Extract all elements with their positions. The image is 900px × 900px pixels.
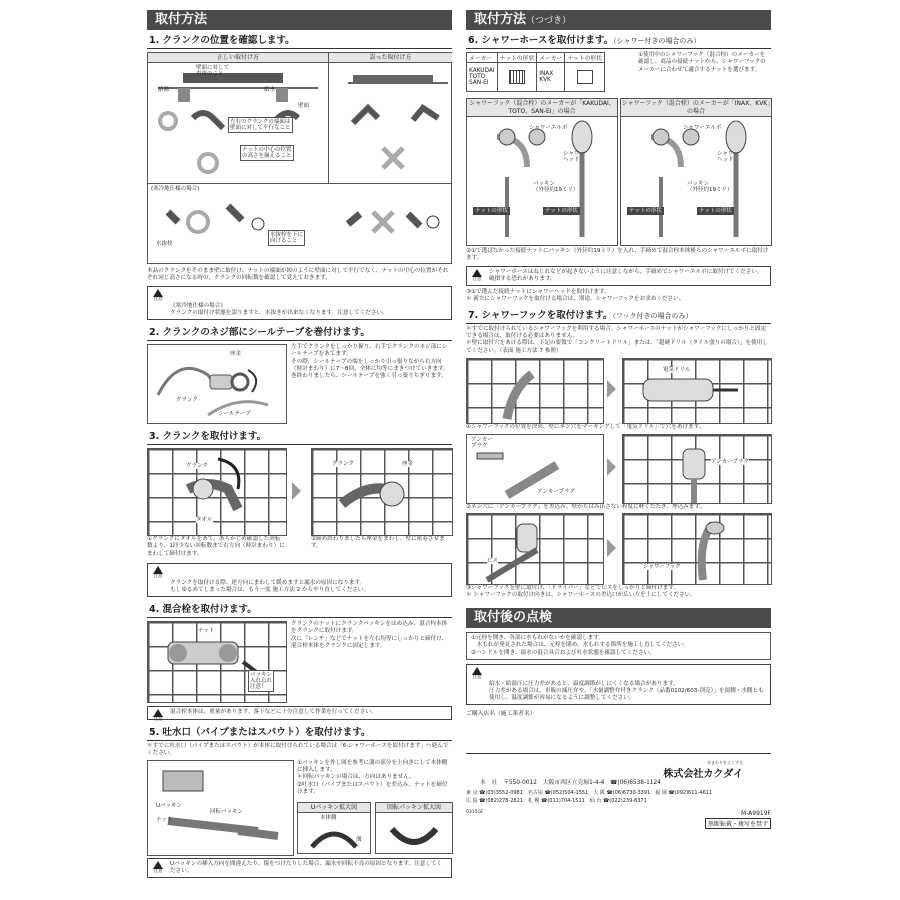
section-3-title: 3. クランクを取付けます。 bbox=[147, 430, 452, 445]
panel-a-title: シャワーフック（混合栓）のメーカーが「KAKUDAI、TOTO、SAN-EI」の場合 bbox=[467, 99, 617, 117]
section-7-note: ＊すでに取付けられているシャワーフックを利用する場合、シャワーホースのナットがシャワーフックにしっかりと固定できる場合は、取付ける必要はありません。 ＊壁に取付穴をあける際は、下記の要領で「コンクリートドリル」または、「超硬ドリル（タイル張りの場合）」を使用してください。（表面 施工方法 7 参照） bbox=[466, 325, 768, 354]
panel-b-title: シャワーフック（混合栓）のメーカーが「INAX、KVK」の場合 bbox=[621, 100, 771, 115]
after-check-caution bbox=[466, 664, 771, 705]
upacking-detail bbox=[297, 802, 371, 854]
caution-icon: 注意 bbox=[470, 667, 484, 680]
section-1-caution bbox=[147, 286, 452, 320]
label-packing: パッキン （外径約19ミリ） bbox=[533, 181, 579, 193]
label-packing-warning: パッキン 入れ忘れ 注意！ bbox=[250, 671, 273, 690]
maker-row bbox=[466, 52, 771, 94]
label-anchor-plug-2: アンカープラグ bbox=[537, 488, 576, 495]
section-3-caption-2: ②締め終わりましたら座金をまわし、壁に密着させます。 bbox=[311, 535, 445, 550]
section-2-body: 左手でクランクをしっかり握り、右手でクランクのネジ部にシールテープをあてます。 その際、シールテープの端をしっかり引っ張りながら右方向（時計まわり）に7〜8回、全体に均等にまきつけていきます。 巻終わりましたら、シールテープを強く引っ張りちぎります。 bbox=[291, 343, 449, 380]
label-zagane-2: 座金 bbox=[402, 460, 414, 467]
section-6-step-2: ②①で選ばなかった接続ナットにパッキン（外径約19ミリ）を入れ、手締めで混合栓本体後ろのシャワーエルボに取付けます。 bbox=[466, 248, 769, 262]
wrong-header: 誤った取付け方 bbox=[329, 53, 452, 63]
cold-region-title: (寒冷地仕様の場合) bbox=[151, 186, 200, 192]
section-5-steps: ①パッキンを外し図を参考に溝の部分を上向きにして本体側に挿入します。 ＊回転パッキンの場合は、方向はありません。 ②吐水口（パイプまたはスパウト）を差込み、ナットを締付けます。 bbox=[297, 759, 448, 796]
label-crank: クランク bbox=[186, 462, 208, 469]
section-4-title: 4. 混合栓を取付けます。 bbox=[147, 603, 452, 618]
caution-icon: 注意 bbox=[151, 861, 165, 874]
section-2-figure bbox=[147, 344, 287, 424]
label-nut-shape-1: ナットの形状 bbox=[475, 208, 508, 214]
section-3-caution-text: クランクを取付ける際、逆方向にまわして緩めますと漏水の原因になります。 もしゆるめてしまった場合は、もう一度 施工方法 2 からやり直してください。 bbox=[170, 579, 370, 593]
right-column bbox=[466, 10, 771, 832]
shower-panel-a bbox=[466, 98, 618, 246]
hook-figure-6 bbox=[622, 513, 772, 585]
section-6-title-sub: （シャワー付きの場合のみ） bbox=[613, 37, 701, 45]
callout-drain-down: 水抜栓を下に 向けること bbox=[270, 232, 304, 244]
section-6-caution bbox=[466, 266, 771, 286]
rotate-packing-detail bbox=[375, 802, 453, 854]
section-7-caption-2: ②ネジ穴に「アンカープラグ」を差込み、壁からはみ出さない程度に軽くたたき、埋込みます。 bbox=[466, 503, 706, 510]
section-3-row bbox=[147, 448, 452, 536]
label-seal-tape: シールテープ bbox=[218, 410, 251, 417]
section-3-caution bbox=[147, 563, 452, 597]
left-banner: 取付方法 bbox=[147, 10, 452, 30]
crank-position-diagram bbox=[148, 63, 452, 183]
label-packing-b: パッキン （外径約19ミリ） bbox=[687, 181, 733, 193]
shower-panels bbox=[466, 98, 771, 246]
label-kyusui: 給水 bbox=[264, 87, 276, 93]
nut-shape-header-2: ナットの形状 bbox=[565, 53, 605, 63]
section-6-caution-text: シャワーホースはねじれなどが起きないように注意しながら、手締めでシャワーエルボに取付けてください。破損する恐れがあります。 bbox=[489, 268, 763, 282]
label-rotate-packing: 回転パッキン bbox=[210, 808, 243, 815]
nut-shape-header-1: ナットの形状 bbox=[497, 53, 537, 63]
company-block bbox=[466, 760, 771, 832]
section-3-figure-1 bbox=[147, 448, 287, 536]
branch-list-1: 東 京 ☎(03)3552-0981 名古屋 ☎(052)504-1551 大 阪 ☎(06)6730-3391 福 岡 ☎(092)611-4611 bbox=[466, 790, 713, 797]
branch-list-2: 広 島 ☎(082)278-2821 札 幌 ☎(011)704-1511 仙 台 ☎(022)239-8371 bbox=[466, 798, 647, 805]
section-7-caption-1: ①シャワーフックの位置を決め、壁にネジ穴をマーキングして「電気ドリル」で穴をあけます。 bbox=[466, 424, 705, 431]
section-7-row-1 bbox=[466, 358, 771, 424]
caution-icon: 注意 bbox=[151, 709, 165, 722]
section-7-row-2 bbox=[466, 434, 771, 504]
small-code: 0315GF bbox=[466, 810, 484, 816]
label-shower-head-b: シャワー ヘッド bbox=[717, 151, 739, 163]
section-6-step-3: ③①で選んだ接続ナットにシャワーヘッドを取付けます。 ＊ 新たにシャワーフックを取付ける場合は、別途、シャワーフックをお求めください。 bbox=[466, 288, 685, 303]
section-1-caution-text: 《寒冷地仕様の場合》 クランクの取付け状態を誤りますと、水抜きが出来なくなります。注意してください。 bbox=[170, 302, 388, 316]
step-arrow-icon bbox=[607, 458, 616, 476]
section-3-captions bbox=[147, 536, 452, 560]
section-5-title: 5. 吐水口（パイプまたはスパウト）を取付けます。 bbox=[147, 726, 452, 741]
label-anchor-plug-3: アンカープラグ bbox=[711, 458, 750, 465]
upacking-detail-title: Uパッキン拡大図 bbox=[298, 803, 370, 813]
label-shower-elbow: シャワーエルボ bbox=[529, 125, 568, 131]
section-5-caution-text: Uパッキンの挿入方向を間違えたり、傷をつけたりした場合、漏水や回転不良の原因となります。注意してください。 bbox=[170, 860, 443, 874]
section-7-caption-3: ③シャワーフックを壁に取付け、「ドライバー」などでビスをしっかりと締付けます。 ＊ シャワーフックの取付け向きは、シャワーホースの差込口が広い方を上にしてください。 bbox=[466, 585, 696, 599]
shower-panel-b bbox=[620, 98, 772, 246]
section-4-caution-text: 混合栓本体は、重量があります。落下などに十分注意して作業を行ってください。 bbox=[170, 708, 377, 715]
maker-list-b: INAX KVK bbox=[537, 63, 565, 92]
after-check-box: ①元栓を開き、各部に水もれがないかを確認します。 水もれが発見された場合は、元栓を閉め、水もれする箇所を施工し直してください。 ②ハンドルを開き、湯水の混合具合および吐水状態を確認してください。 bbox=[466, 632, 771, 660]
caution-icon: 注意 bbox=[470, 269, 484, 282]
section-7-title-sub: （フック付きの場合のみ） bbox=[612, 311, 693, 320]
after-check-caution-text: 給水・給湯圧に圧力差があると、温度調節がしにくくなる場合があります。 圧力差がある場合は、市販の減圧弁や、「水量調整弁付きクランク（品番0102/603-別売）」を湯側・水側とも使用し、温度調節が容易になるように調整してください。 bbox=[489, 681, 764, 702]
label-nut-shape-b1: ナットの形状 bbox=[629, 208, 662, 214]
hook-figure-4 bbox=[622, 434, 772, 504]
step-arrow-icon bbox=[292, 482, 301, 500]
head-office: 本 社 〒550-0012 大阪市西区立売堀1-4-4 ☎(06)6538-1124 bbox=[480, 780, 661, 787]
hook-figure-3 bbox=[466, 434, 604, 504]
maker-list-a: KAKUDAI TOTO SAN-EI bbox=[467, 63, 498, 92]
correct-header: 正しい取付け方 bbox=[148, 53, 329, 63]
label-crank-2: クランク bbox=[332, 460, 354, 467]
label-towel: タオル bbox=[196, 516, 213, 523]
callout-parallel: 左右のクランクの端面は 壁面に対して平行なこと bbox=[230, 119, 291, 131]
after-check-banner: 取付後の点検 bbox=[466, 608, 771, 628]
caution-icon: 注意 bbox=[151, 289, 165, 302]
detail-body-side: 本体側 bbox=[320, 814, 337, 821]
label-anchor-plug: アンカー プラグ bbox=[471, 436, 493, 449]
section-3-figure-2 bbox=[311, 448, 453, 536]
label-shower-head: シャワー ヘッド bbox=[563, 151, 585, 163]
callout-nut-height: ナットの中心の位置 の高さを揃えること bbox=[242, 147, 292, 159]
section-4-figure bbox=[147, 621, 287, 703]
label-electric-drill: 電気ドリル bbox=[663, 367, 691, 374]
label-nut-shape-2: ナットの形状 bbox=[545, 208, 578, 214]
nut-shape-a-icon bbox=[497, 63, 537, 92]
section-7-title bbox=[466, 309, 771, 324]
callout-wall-right-angle: 壁面に対して 直角のこと bbox=[196, 65, 230, 77]
seal-tape-illustration bbox=[148, 345, 286, 423]
hook-figure-2 bbox=[622, 358, 772, 424]
maker-table bbox=[466, 52, 605, 92]
label-crank: クランク bbox=[176, 396, 198, 403]
company-name: 株式会社カクダイ bbox=[663, 769, 743, 781]
company-tagline: 水まわりをよくする bbox=[707, 760, 743, 766]
section-5-figure bbox=[147, 760, 294, 856]
section-6-title-text: 6. シャワーホースを取付けます。 bbox=[468, 35, 614, 46]
section-1-title: 1. クランクの位置を確認します。 bbox=[147, 34, 452, 49]
section-4-row bbox=[147, 621, 452, 703]
detail-groove: 溝 bbox=[356, 836, 362, 843]
section-5-row bbox=[147, 760, 452, 856]
maker-header-2: メーカー bbox=[537, 53, 565, 63]
section-1-figure bbox=[147, 52, 452, 264]
label-wall: 壁面 bbox=[298, 103, 310, 109]
section-5-note: ＊すでに吐水口（パイプまたはスパウト）が本体に取付けられている場合は「6.シャワーホースを取付けます」へ進んでください。 bbox=[147, 742, 449, 757]
label-zagane: 座金 bbox=[230, 350, 242, 357]
rotate-packing-detail-title: 回転パッキン拡大図 bbox=[376, 803, 452, 813]
hook-figure-1 bbox=[466, 358, 604, 424]
section-7-row-3 bbox=[466, 513, 771, 585]
label-nut: ナット bbox=[156, 816, 173, 823]
section-2-row bbox=[147, 344, 452, 424]
label-kettou: 結湯 bbox=[158, 87, 170, 93]
label-shower-hook: シャワーフック bbox=[643, 564, 681, 571]
label-upacking: Uパッキン bbox=[156, 802, 182, 809]
label-screw: ビス bbox=[487, 558, 499, 565]
section-6-title bbox=[466, 34, 771, 49]
hook-figure-5 bbox=[466, 513, 604, 585]
nut-shape-b-icon bbox=[565, 63, 605, 92]
right-banner-title: 取付方法 bbox=[474, 12, 527, 27]
right-banner bbox=[466, 10, 771, 30]
maker-header-1: メーカー bbox=[467, 53, 498, 63]
right-banner-sub: （つづき） bbox=[526, 16, 572, 26]
model-code: M-A9919F bbox=[740, 810, 771, 818]
section-1-body: 本品のクランクをそのまま壁に取付け、ナットの端面が図のように壁面に対して平行でなく、ナットの中心の位置がそれぞれ同じ高さになる時の、クランクの回転数を確認して覚えておきます。 bbox=[147, 268, 449, 282]
no-copy-notice: 無断転載・複写を禁ず bbox=[705, 818, 771, 829]
section-3-caption-1: ①クランクにタオルをあて、あらかじめ確認した回転数より、1回少ない回転数まで右方向（時計まわり）にまわして締付けます。 bbox=[147, 535, 285, 557]
store-name-field: ご購入店名（施工業者名） bbox=[466, 711, 771, 754]
step-arrow-icon bbox=[607, 539, 616, 557]
section-2-title: 2. クランクのネジ部にシールテープを巻付けます。 bbox=[147, 326, 452, 341]
label-drain-valve: 水抜栓 bbox=[156, 241, 173, 247]
section-4-body: クランクのナットにクランクパッキンをはめ込み、混合栓本体をクランクに取付けます。 次に「レンチ」などでナットを左右均等にしっかりと締付け、混合栓本体をクランクに固定します。 bbox=[291, 620, 448, 650]
section-5-caution bbox=[147, 858, 452, 878]
left-column bbox=[147, 10, 452, 878]
label-shower-elbow-b: シャワーエルボ bbox=[683, 125, 722, 131]
section-4-caution bbox=[147, 706, 452, 720]
section-7-title-text: 7. シャワーフックを取付けます。 bbox=[468, 309, 613, 321]
label-nut: ナット bbox=[198, 627, 215, 634]
maker-note: ①使用中のシャワーフック（混合栓）のメーカーを確認し、商品の接続ナットから、シャワーフックのメーカーに合わせて適合するナットを選びます。 bbox=[638, 52, 766, 73]
caution-icon: 注意 bbox=[151, 566, 165, 579]
step-arrow-icon bbox=[607, 380, 616, 398]
label-nut-shape-b2: ナットの形状 bbox=[699, 208, 732, 214]
